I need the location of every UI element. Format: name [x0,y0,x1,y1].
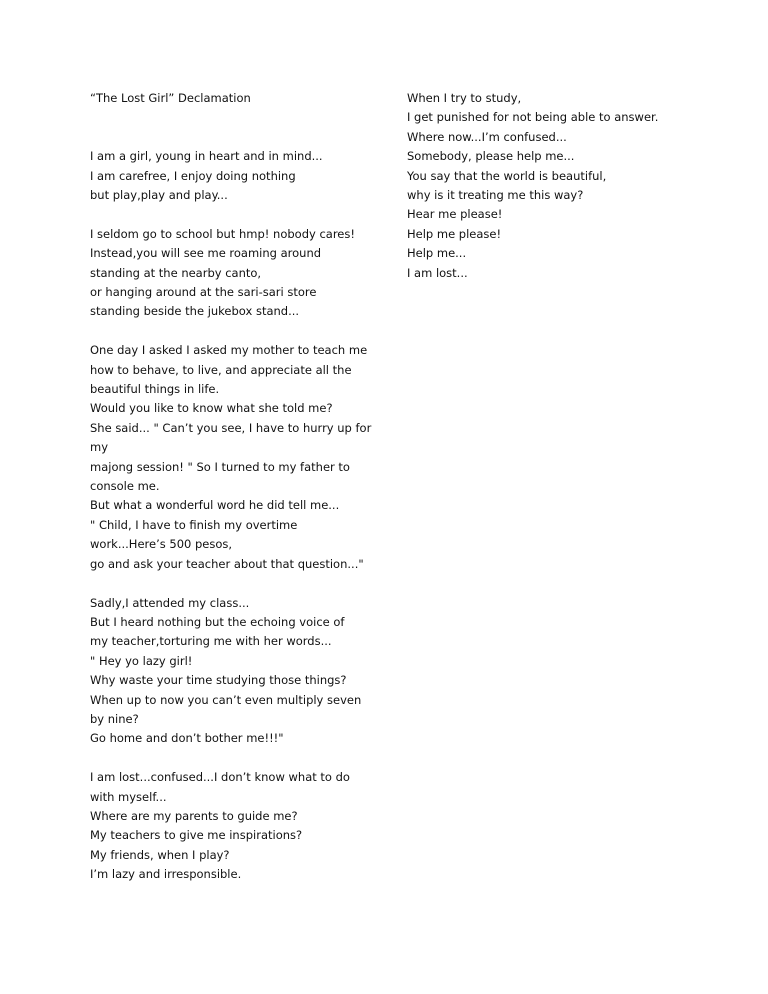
poem-line: One day I asked I asked my mother to teach me [90,343,368,358]
poem-line: When up to now you can’t even multiply seven [90,692,362,707]
poem-line: I am a girl, young in heart and in mind... [90,149,323,164]
right-stanzas [407,89,667,283]
stanza [407,89,667,283]
poem-line: Where now...I’m confused... [407,129,567,144]
poem-line: I am lost... [407,265,468,280]
poem-line: standing at the nearby canto, [90,265,262,280]
poem-line: I seldom go to school but hmp! nobody cares! [90,226,355,241]
poem-line: or hanging around at the sari-sari store [90,285,317,300]
poem-line: Instead,you will see me roaming around [90,246,322,261]
poem-line: My teachers to give me inspirations? [90,828,303,843]
poem-line: I am lost...confused...I don’t know what to do [90,770,350,785]
poem-line: but play,play and play... [90,188,228,203]
left-column [90,89,370,904]
stanza [90,147,370,205]
left-stanzas [90,147,370,884]
poem-line: But I heard nothing but the echoing voice of [90,614,345,629]
poem-line: console me. [90,479,160,494]
poem-line: my [90,440,109,455]
poem-line: When I try to study, [407,91,522,105]
poem-line: by nine? [90,711,139,726]
poem-line: work...Here’s 500 pesos, [90,537,233,552]
poem-line: Go home and don’t bother me!!!" [90,731,284,746]
poem-line: Hear me please! [407,207,503,222]
right-column [407,89,667,302]
poem-line: But what a wonderful word he did tell me... [90,498,340,513]
poem-line: " Hey yo lazy girl! [90,653,193,668]
poem-line: I get punished for not being able to answer. [407,110,659,125]
poem-line: Would you like to know what she told me? [90,401,333,416]
stanza [90,225,370,322]
poem-line: standing beside the jukebox stand... [90,304,300,319]
poem-line: majong session! " So I turned to my father to [90,459,350,474]
poem-line: Why waste your time studying those things? [90,673,347,688]
stanza [90,594,370,749]
poem-line: Somebody, please help me... [407,149,575,164]
document-title: “The Lost Girl” Declamation [90,91,251,105]
stanza [90,768,370,884]
poem-line: Help me... [407,246,467,261]
poem-line: why is it treating me this way? [407,188,584,203]
poem-line: go and ask your teacher about that question..." [90,556,364,571]
poem-line: Help me please! [407,226,502,241]
stanza [90,341,370,574]
poem-line: my teacher,torturing me with her words... [90,634,332,649]
poem-line: how to behave, to live, and appreciate all the [90,362,352,377]
poem-line: My friends, when I play? [90,847,230,862]
poem-line: Sadly,I attended my class... [90,595,250,610]
poem-line: I’m lazy and irresponsible. [90,867,242,882]
poem-line: beautiful things in life. [90,382,220,397]
poem-line: Where are my parents to guide me? [90,808,298,823]
poem-line: She said... " Can’t you see, I have to hurry up for [90,420,372,435]
poem-line: You say that the world is beautiful, [407,168,607,183]
poem-line: I am carefree, I enjoy doing nothing [90,168,296,183]
poem-line: " Child, I have to finish my overtime [90,517,298,532]
poem-line: with myself... [90,789,167,804]
